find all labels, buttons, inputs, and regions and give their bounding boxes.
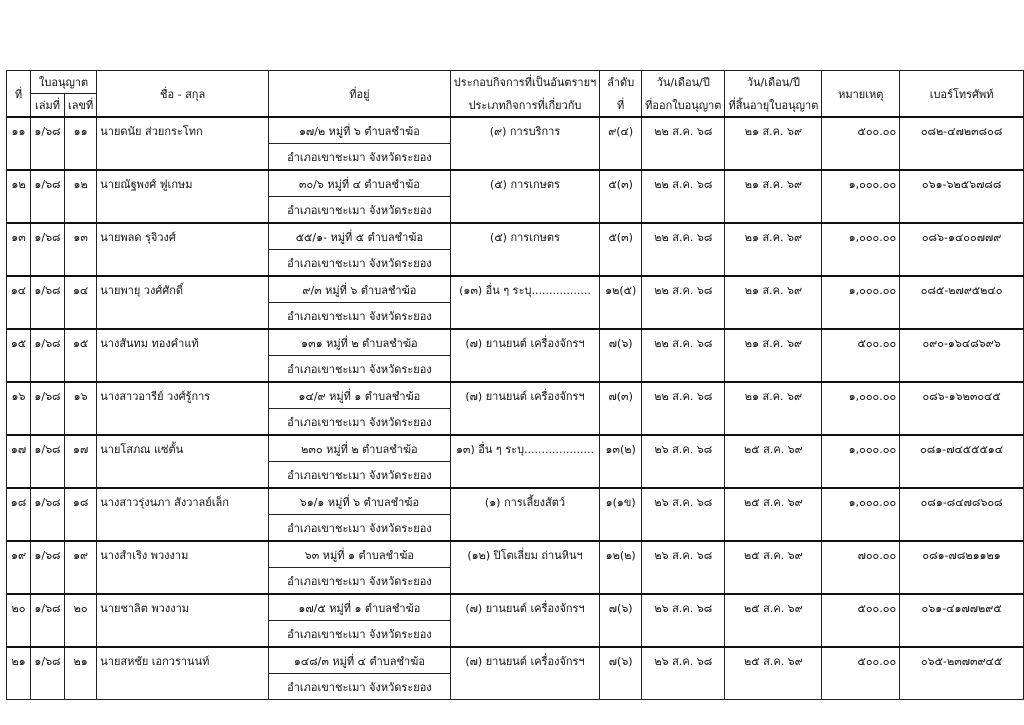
row-expire-date: ๒๑ ส.ค. ๖๙	[725, 223, 822, 276]
row-address-line1: ๑๗/๕ หมู่ที่ ๑ ตำบลชำฆ้อ	[269, 594, 451, 621]
row-book-no: ๑/๖๘	[30, 382, 64, 435]
row-book-no: ๑/๖๘	[30, 647, 64, 700]
row-no: ๑๕	[7, 329, 31, 382]
row-issue-date: ๒๒ ส.ค. ๖๘	[642, 223, 725, 276]
row-number: ๑๘	[64, 488, 96, 541]
row-phone: ๐๖๕-๒๓๗๓๙๔๕	[900, 647, 1024, 700]
row-address-line2: อำเภอเขาชะเมา จังหวัดระยอง	[269, 303, 451, 330]
row-address-line1: ๑๔๘/๓ หมู่ที่ ๔ ตำบลชำฆ้อ	[269, 647, 451, 674]
table-row	[7, 488, 1024, 515]
row-name: นายณัฐพงศ์ ฟูเกษม	[97, 170, 269, 223]
row-address-line2: อำเภอเขาชะเมา จังหวัดระยอง	[269, 356, 451, 383]
row-address-line1: ๓๐/๖ หมู่ที่ ๔ ตำบลชำฆ้อ	[269, 170, 451, 197]
row-name: นางสำเริง พวงงาม	[97, 541, 269, 594]
row-address-line2: อำเภอเขาชะเมา จังหวัดระยอง	[269, 568, 451, 595]
table-row	[7, 223, 1024, 250]
row-business-type: (๑) การเลี้ยงสัตว์	[450, 488, 599, 541]
row-no: ๑๑	[7, 117, 31, 170]
row-issue-date: ๒๖ ส.ค. ๖๘	[642, 541, 725, 594]
row-number: ๑๔	[64, 276, 96, 329]
row-issue-date: ๒๒ ส.ค. ๖๘	[642, 170, 725, 223]
license-table	[6, 70, 1024, 700]
row-book-no: ๑/๖๘	[30, 541, 64, 594]
row-name: นางสาวรุ่งนภา สังวาลย์เล็ก	[97, 488, 269, 541]
row-business-type: (๑๒) ปิโตเลี่ยม ถ่านหินฯ	[450, 541, 599, 594]
header-number: เลขที่	[64, 94, 96, 118]
row-address-line1: ๒๓๐ หมู่ที่ ๒ ตำบลชำฆ้อ	[269, 435, 451, 462]
row-phone: ๐๙๐-๑๖๔๘๖๙๖	[900, 329, 1024, 382]
row-business-type: (๕) การเกษตร	[450, 170, 599, 223]
row-remark-fee: ๕๐๐.๐๐	[822, 329, 900, 382]
row-business-type: (๗) ยานยนต์ เครื่องจักรฯ	[450, 647, 599, 700]
row-number: ๒๑	[64, 647, 96, 700]
row-expire-date: ๒๕ ส.ค. ๖๙	[725, 488, 822, 541]
header-address: ที่อยู่	[269, 71, 451, 118]
row-address-line1: ๑๓๑ หมู่ที่ ๒ ตำบลชำฆ้อ	[269, 329, 451, 356]
row-issue-date: ๒๒ ส.ค. ๖๘	[642, 276, 725, 329]
row-expire-date: ๒๑ ส.ค. ๖๙	[725, 382, 822, 435]
row-order: ๙(๔)	[600, 117, 642, 170]
row-address-line2: อำเภอเขาชะเมา จังหวัดระยอง	[269, 250, 451, 277]
header-business-1: ประกอบกิจการที่เป็นอันตรายฯ	[450, 71, 599, 94]
table-row	[7, 647, 1024, 674]
row-address-line2: อำเภอเขาชะเมา จังหวัดระยอง	[269, 674, 451, 700]
row-book-no: ๑/๖๘	[30, 594, 64, 647]
row-no: ๑๗	[7, 435, 31, 488]
row-no: ๑๒	[7, 170, 31, 223]
row-business-type: (๕) การเกษตร	[450, 223, 599, 276]
header-license: ใบอนุญาต	[30, 71, 96, 94]
header-phone: เบอร์โทรศัพท์	[900, 71, 1024, 118]
row-expire-date: ๒๑ ส.ค. ๖๙	[725, 276, 822, 329]
row-business-type: (๗) ยานยนต์ เครื่องจักรฯ	[450, 382, 599, 435]
table-row	[7, 276, 1024, 303]
row-order: ๑๓(๒)	[600, 435, 642, 488]
row-book-no: ๑/๖๘	[30, 223, 64, 276]
row-address-line2: อำเภอเขาชะเมา จังหวัดระยอง	[269, 409, 451, 436]
row-issue-date: ๒๖ ส.ค. ๖๘	[642, 594, 725, 647]
header-expire-2: ที่สิ้นอายุใบอนุญาต	[725, 94, 822, 118]
row-expire-date: ๒๑ ส.ค. ๖๙	[725, 117, 822, 170]
row-no: ๑๙	[7, 541, 31, 594]
row-phone: ๐๘๑-๗๔๕๕๕๑๔	[900, 435, 1024, 488]
header-book-no: เล่มที่	[30, 94, 64, 118]
table-row	[7, 435, 1024, 462]
row-issue-date: ๒๒ ส.ค. ๖๘	[642, 329, 725, 382]
row-order: ๗(๖)	[600, 647, 642, 700]
row-business-type: (๗) ยานยนต์ เครื่องจักรฯ	[450, 594, 599, 647]
row-address-line2: อำเภอเขาชะเมา จังหวัดระยอง	[269, 462, 451, 489]
row-no: ๑๓	[7, 223, 31, 276]
row-expire-date: ๒๕ ส.ค. ๖๙	[725, 541, 822, 594]
row-name: นางสันทม ทองคำแท้	[97, 329, 269, 382]
header-expire-1: วัน/เดือน/ปี	[725, 71, 822, 94]
row-number: ๑๗	[64, 435, 96, 488]
row-number: ๑๙	[64, 541, 96, 594]
row-number: ๑๑	[64, 117, 96, 170]
row-remark-fee: ๕๐๐.๐๐	[822, 594, 900, 647]
row-number: ๑๓	[64, 223, 96, 276]
row-phone: ๐๘๑-๘๔๗๘๖๐๘	[900, 488, 1024, 541]
row-remark-fee: ๗๐๐.๐๐	[822, 541, 900, 594]
row-book-no: ๑/๖๘	[30, 170, 64, 223]
row-address-line2: อำเภอเขาชะเมา จังหวัดระยอง	[269, 144, 451, 171]
row-address-line2: อำเภอเขาชะเมา จังหวัดระยอง	[269, 621, 451, 648]
row-expire-date: ๒๑ ส.ค. ๖๙	[725, 170, 822, 223]
row-address-line1: ๙/๓ หมู่ที่ ๖ ตำบลชำฆ้อ	[269, 276, 451, 303]
row-phone: ๐๘๖-๑๖๒๓๐๔๕	[900, 382, 1024, 435]
row-book-no: ๑/๖๘	[30, 329, 64, 382]
row-expire-date: ๒๕ ส.ค. ๖๙	[725, 647, 822, 700]
row-business-type: (๑๓) อื่น ๆ ระบุ.................	[450, 276, 599, 329]
row-book-no: ๑/๖๘	[30, 488, 64, 541]
row-name: นายโสภณ แซ่ตั้น	[97, 435, 269, 488]
row-phone: ๐๘๑-๗๘๒๑๑๒๑	[900, 541, 1024, 594]
row-order: ๑๒(๒)	[600, 541, 642, 594]
row-remark-fee: ๕๐๐.๐๐	[822, 117, 900, 170]
row-number: ๑๒	[64, 170, 96, 223]
table-row	[7, 594, 1024, 621]
row-remark-fee: ๑,๐๐๐.๐๐	[822, 435, 900, 488]
row-business-type: (๗) ยานยนต์ เครื่องจักรฯ	[450, 329, 599, 382]
table-row	[7, 117, 1024, 144]
row-book-no: ๑/๖๘	[30, 276, 64, 329]
row-no: ๑๘	[7, 488, 31, 541]
header-issue-2: ที่ออกใบอนุญาต	[642, 94, 725, 118]
row-name: นางสาวอารีย์ วงศ์รู้การ	[97, 382, 269, 435]
row-number: ๑๕	[64, 329, 96, 382]
row-order: ๕(๓)	[600, 223, 642, 276]
header-order-2: ที่	[600, 94, 642, 118]
header-issue-1: วัน/เดือน/ปี	[642, 71, 725, 94]
row-name: นายพายุ วงศ์ศักดิ์	[97, 276, 269, 329]
row-no: ๒๑	[7, 647, 31, 700]
table-row	[7, 382, 1024, 409]
header-order-1: ลำดับ	[600, 71, 642, 94]
license-register-sheet	[6, 70, 1024, 700]
row-address-line1: ๕๕/๑- หมู่ที่ ๕ ตำบลชำฆ้อ	[269, 223, 451, 250]
row-business-type: ๑๓) อื่น ๆ ระบุ....................	[450, 435, 599, 488]
row-book-no: ๑/๖๘	[30, 117, 64, 170]
row-remark-fee: ๑,๐๐๐.๐๐	[822, 276, 900, 329]
row-expire-date: ๒๕ ส.ค. ๖๙	[725, 594, 822, 647]
row-address-line1: ๖๑/๑ หมู่ที่ ๖ ตำบลชำฆ้อ	[269, 488, 451, 515]
row-address-line1: ๖๓ หมู่ที่ ๑ ตำบลชำฆ้อ	[269, 541, 451, 568]
row-remark-fee: ๑,๐๐๐.๐๐	[822, 382, 900, 435]
header-business-2: ประเภทกิจการที่เกี่ยวกับ	[450, 94, 599, 118]
row-phone: ๐๖๑-๔๑๗๗๒๙๕	[900, 594, 1024, 647]
row-address-line2: อำเภอเขาชะเมา จังหวัดระยอง	[269, 515, 451, 542]
row-no: ๒๐	[7, 594, 31, 647]
row-remark-fee: ๑,๐๐๐.๐๐	[822, 223, 900, 276]
row-business-type: (๙) การบริการ	[450, 117, 599, 170]
header-remark: หมายเหตุ	[822, 71, 900, 118]
row-phone: ๐๘๖-๑๔๐๐๗๗๙	[900, 223, 1024, 276]
row-issue-date: ๒๖ ส.ค. ๖๘	[642, 647, 725, 700]
row-phone: ๐๘๕-๒๗๙๕๒๔๐	[900, 276, 1024, 329]
row-order: ๗(๓)	[600, 382, 642, 435]
table-row	[7, 329, 1024, 356]
row-name: นายสหชัย เอกวรานนท์	[97, 647, 269, 700]
row-expire-date: ๒๑ ส.ค. ๖๙	[725, 329, 822, 382]
row-address-line1: ๑๔/๙ หมู่ที่ ๑ ตำบลชำฆ้อ	[269, 382, 451, 409]
row-order: ๕(๓)	[600, 170, 642, 223]
row-address-line2: อำเภอเขาชะเมา จังหวัดระยอง	[269, 197, 451, 224]
row-book-no: ๑/๖๘	[30, 435, 64, 488]
row-order: ๗(๖)	[600, 594, 642, 647]
row-order: ๗(๖)	[600, 329, 642, 382]
row-expire-date: ๒๕ ส.ค. ๖๙	[725, 435, 822, 488]
row-name: นายชาลิต พวงงาม	[97, 594, 269, 647]
header-no: ที่	[7, 71, 31, 118]
table-header	[7, 71, 1024, 118]
row-order: ๑(๑ข)	[600, 488, 642, 541]
row-no: ๑๔	[7, 276, 31, 329]
table-row	[7, 541, 1024, 568]
row-name: นายพลด รุจิวงศ์	[97, 223, 269, 276]
row-issue-date: ๒๖ ส.ค. ๖๘	[642, 435, 725, 488]
row-remark-fee: ๕๐๐.๐๐	[822, 647, 900, 700]
row-issue-date: ๒๒ ส.ค. ๖๘	[642, 382, 725, 435]
row-order: ๑๒(๕)	[600, 276, 642, 329]
table-row	[7, 170, 1024, 197]
row-issue-date: ๒๒ ส.ค. ๖๘	[642, 117, 725, 170]
header-name: ชื่อ - สกุล	[97, 71, 269, 118]
table-body	[7, 117, 1024, 700]
row-remark-fee: ๑,๐๐๐.๐๐	[822, 170, 900, 223]
row-number: ๒๐	[64, 594, 96, 647]
row-phone: ๐๘๒-๔๗๒๓๘๐๘	[900, 117, 1024, 170]
row-no: ๑๖	[7, 382, 31, 435]
row-remark-fee: ๑,๐๐๐.๐๐	[822, 488, 900, 541]
row-issue-date: ๒๖ ส.ค. ๖๘	[642, 488, 725, 541]
row-phone: ๐๖๑-๖๒๕๖๗๘๘	[900, 170, 1024, 223]
row-name: นายดนัย ส่วยกระโทก	[97, 117, 269, 170]
row-address-line1: ๑๗/๒ หมู่ที่ ๖ ตำบลชำฆ้อ	[269, 117, 451, 144]
row-number: ๑๖	[64, 382, 96, 435]
